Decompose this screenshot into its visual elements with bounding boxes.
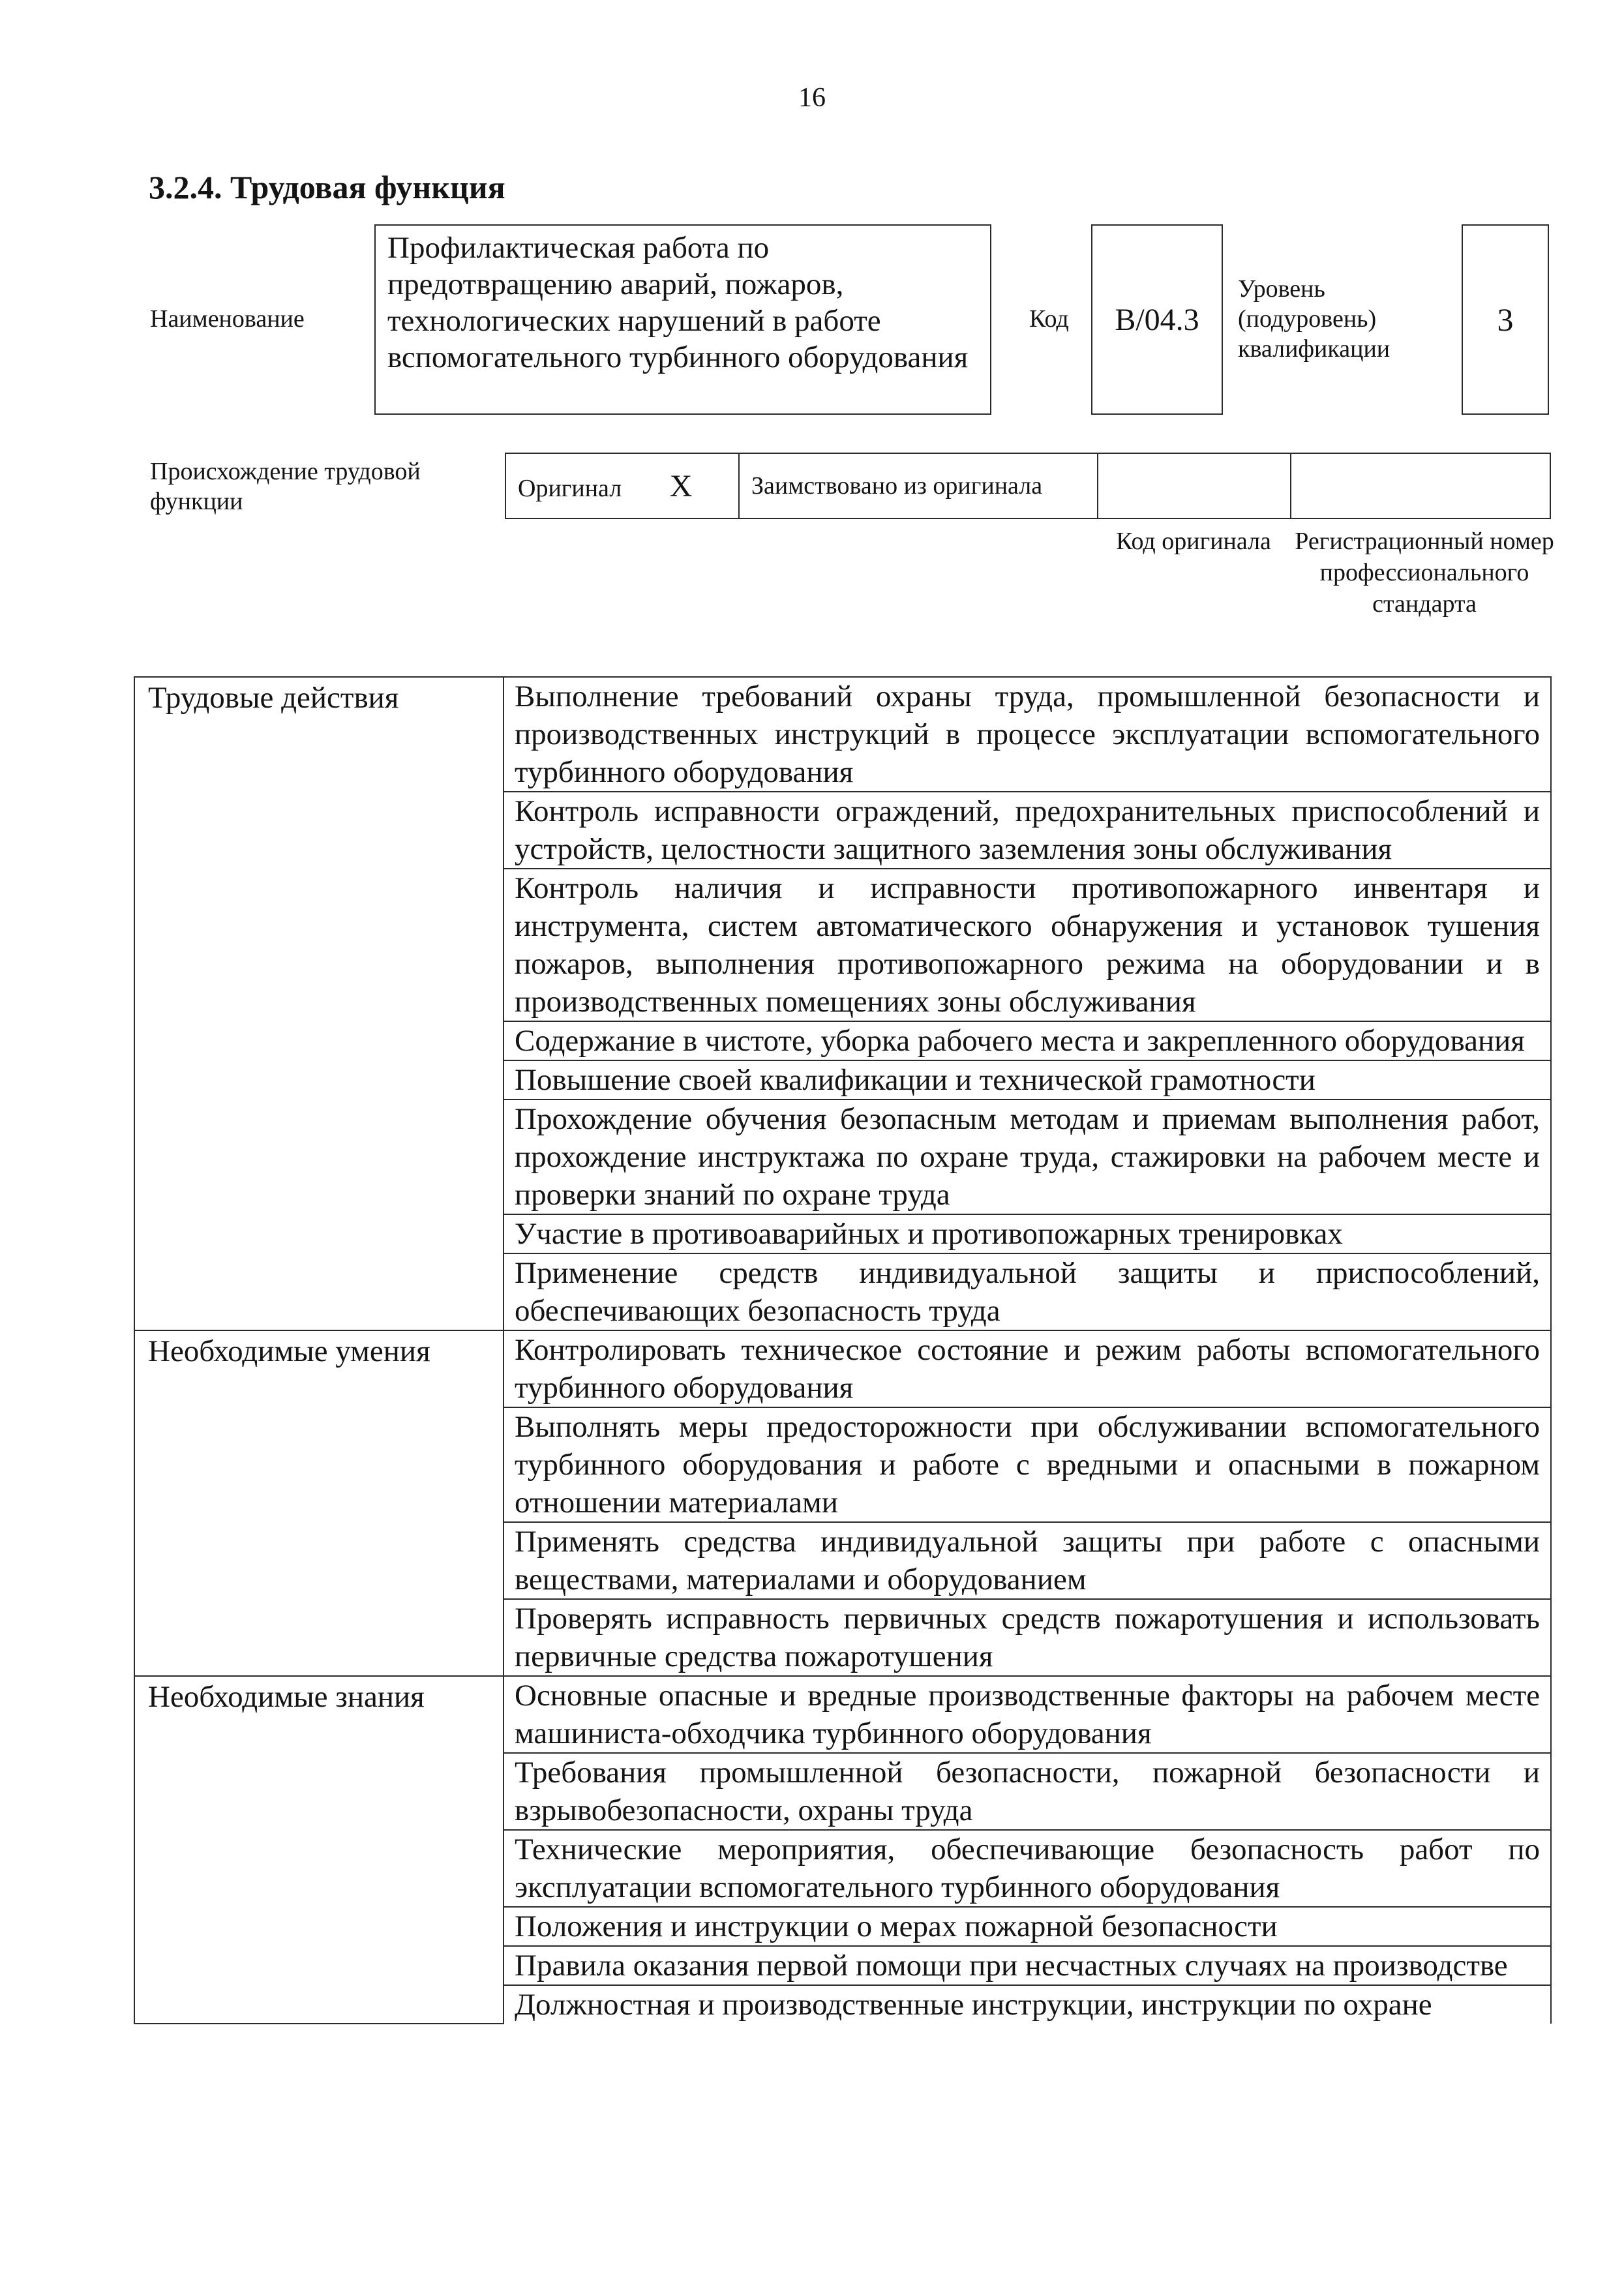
group-item: Технические мероприятия, обеспечивающие безопасность работ по эксплуатации вспомогательного турбинного оборудования	[504, 1830, 1551, 1907]
section-title: 3.2.4. Трудовая функция	[149, 169, 505, 205]
group-item: Применение средств индивидуальной защиты и приспособлений, обеспечивающих безопасность труда	[504, 1253, 1551, 1330]
origin-reg-number-cell	[1291, 453, 1550, 518]
group-title: Необходимые умения	[134, 1330, 504, 1676]
group-item: Выполнение требований охраны труда, промышленной безопасности и производственных инструкций в процессе эксплуатации вспомогательного турбинного оборудования	[504, 677, 1551, 792]
origin-table	[505, 453, 1551, 519]
code-value-box: B/04.3	[1091, 224, 1223, 415]
table-row	[134, 1330, 1551, 1407]
group-item: Прохождение обучения безопасным методам и приемам выполнения работ, прохождение инструктажа по охране труда, стажировки на рабочем месте и проверки знаний по охране труда	[504, 1100, 1551, 1214]
original-mark: X	[669, 468, 693, 503]
table-row	[134, 1676, 1551, 1753]
group-title: Необходимые знания	[134, 1676, 504, 2024]
origin-label: Происхождение трудовой функции	[150, 458, 421, 515]
competency-table-body	[134, 677, 1551, 2024]
group-item: Контроль исправности ограждений, предохранительных приспособлений и устройств, целостности защитного заземления зоны обслуживания	[504, 792, 1551, 869]
group-item: Участие в противоаварийных и противопожарных тренировках	[504, 1214, 1551, 1253]
level-value-box: 3	[1462, 224, 1549, 415]
competency-table	[134, 676, 1552, 2024]
table-row	[134, 677, 1551, 792]
level-label: Уровень (подуровень) квалификации	[1238, 275, 1391, 363]
origin-code-caption: Код оригинала	[1116, 528, 1271, 555]
group-item: Правила оказания первой помощи при несчастных случаях на производстве	[504, 1946, 1551, 1985]
group-item: Содержание в чистоте, уборка рабочего места и закрепленного оборудования	[504, 1021, 1551, 1060]
origin-reg-caption: Регистрационный номер профессионального стандарта	[1295, 528, 1554, 618]
name-label: Наименование	[150, 305, 305, 333]
page-number: 16	[798, 83, 826, 113]
group-item: Применять средства индивидуальной защиты при работе с опасными веществами, материалами и оборудованием	[504, 1522, 1551, 1599]
origin-borrowed-cell: Заимствовано из оригинала	[739, 453, 1098, 518]
group-item: Выполнять меры предосторожности при обслуживании вспомогательного турбинного оборудования и работе с вредными и опасными в пожарном отношении материалами	[504, 1407, 1551, 1522]
original-label: Оригинал	[518, 474, 622, 502]
group-item: Контролировать техническое состояние и режим работы вспомогательного турбинного оборудования	[504, 1330, 1551, 1407]
group-item: Должностная и производственные инструкции, инструкции по охране	[504, 1985, 1551, 2024]
group-item: Проверять исправность первичных средств пожаротушения и использовать первичные средства пожаротушения	[504, 1599, 1551, 1676]
code-label: Код	[1029, 305, 1069, 333]
function-name-box: Профилактическая работа по предотвращению аварий, пожаров, технологических нарушений в работе вспомогательного турбинного оборудования	[374, 224, 991, 415]
group-item: Повышение своей квалификации и технической грамотности	[504, 1060, 1551, 1100]
origin-original-cell	[505, 453, 739, 518]
group-item: Основные опасные и вредные производственные факторы на рабочем месте машиниста-обходчика турбинного оборудования	[504, 1676, 1551, 1753]
group-item: Требования промышленной безопасности, пожарной безопасности и взрывобезопасности, охраны труда	[504, 1753, 1551, 1830]
group-item: Положения и инструкции о мерах пожарной безопасности	[504, 1907, 1551, 1946]
group-title: Трудовые действия	[134, 677, 504, 1330]
group-item: Контроль наличия и исправности противопожарного инвентаря и инструмента, систем автоматического обнаружения и установок тушения пожаров, выполнения противопожарного режима на оборудовании и в производственных помещениях зоны обслуживания	[504, 869, 1551, 1021]
origin-code-cell	[1098, 453, 1291, 518]
